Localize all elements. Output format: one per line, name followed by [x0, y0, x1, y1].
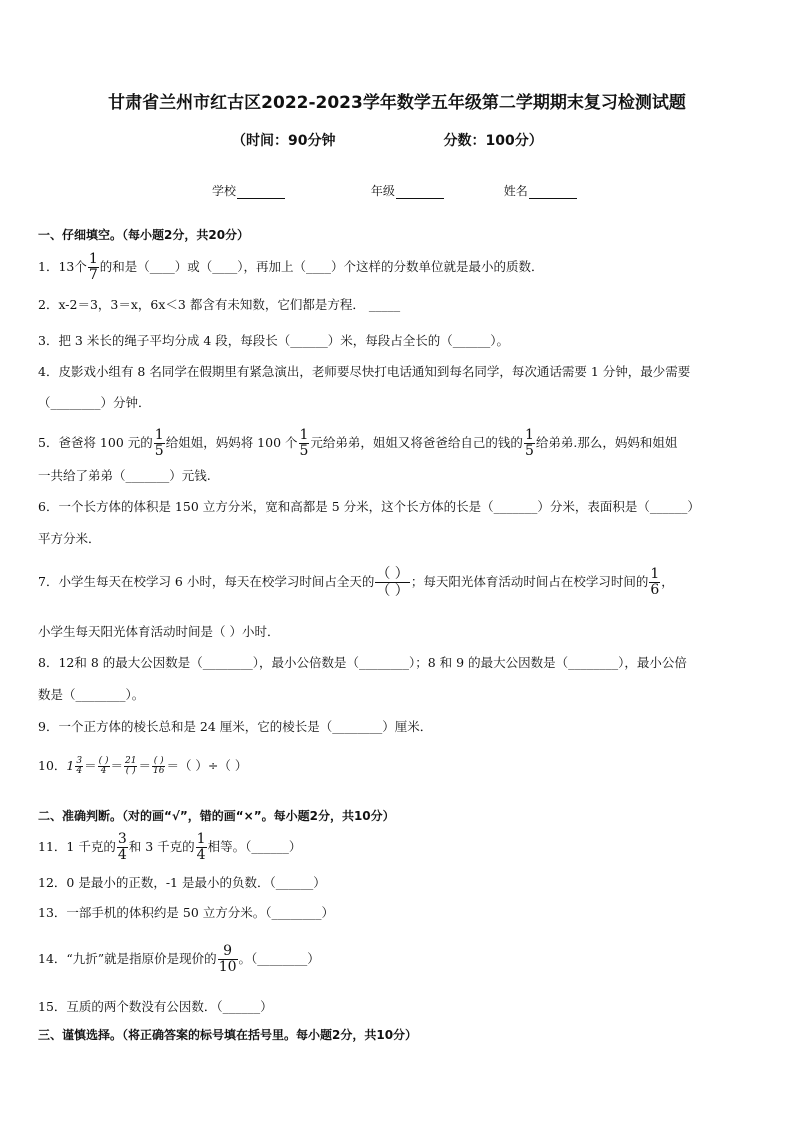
question-11 — [38, 832, 301, 863]
q10-division-tail: ＝（ ）÷（ ） — [166, 758, 248, 773]
q5-text-b: 给姐姐，妈妈将 100 个 — [165, 435, 298, 450]
q2-answer-blank[interactable]: _____ — [368, 297, 401, 312]
q15-text: 15．互质的两个数没有公因数．（______） — [38, 999, 273, 1014]
q11-text-b: 和 3 千克的 — [128, 839, 195, 854]
question-8 — [38, 654, 687, 672]
q5-text-c: 元给弟弟，姐姐又将爸爸给自己的钱的 — [310, 435, 523, 450]
question-4 — [38, 363, 690, 381]
q7-f2-den: 6 — [650, 582, 660, 598]
q12-text: 12．0 是最小的正数，-1 是最小的负数．（______） — [38, 875, 326, 890]
question-15 — [38, 998, 273, 1016]
question-7-line-2 — [38, 623, 279, 641]
q10-fraction-2 — [124, 757, 137, 776]
q7-text-c: ， — [661, 574, 674, 589]
question-8-line-2 — [38, 686, 144, 704]
q1-text-b: 的和是（____）或（____），再加上（____）个这样的分数单位就是最小的质数． — [99, 259, 544, 274]
q8-text-a: 8．12和 8 的最大公因数是（________），最小公倍数是（________）；8 和 9 的最大公因数是（________），最小公倍 — [38, 655, 687, 670]
q10-equals-3: ＝ — [138, 758, 151, 773]
grade-field — [371, 182, 444, 199]
q4-text-a: 4．皮影戏小组有 8 名同学在假期里有紧急演出，老师要尽快打电话通知到每名同学，每次通话需要 1 分钟，最少需要 — [38, 364, 691, 379]
q5-fraction-1 — [154, 428, 165, 459]
question-3 — [38, 332, 509, 350]
q11-text-c: 相等。（______） — [207, 839, 302, 854]
q11-text-a: 11．1 千克的 — [38, 839, 116, 854]
q10-f3-den: 16 — [152, 766, 165, 776]
q1-text-a: 1．13个 — [38, 259, 87, 274]
question-9 — [38, 718, 432, 736]
q6-text-a: 6．一个长方体的体积是 150 立方分米，宽和高都是 5 分米，这个长方体的长是（_______）分米，表面积是（______） — [38, 499, 700, 514]
q5-f3-num: 1 — [524, 427, 534, 443]
q11-fraction-1 — [117, 832, 128, 863]
q5-fraction-3 — [524, 428, 535, 459]
grade-label: 年级 — [370, 184, 395, 198]
q10-equals-2: ＝ — [110, 758, 124, 773]
q5-fraction-2 — [299, 428, 310, 459]
q10-fraction-3 — [152, 757, 165, 776]
exam-info — [232, 130, 543, 150]
q11-f2-num: 1 — [196, 831, 206, 847]
time-info: （时间：90分钟 — [232, 133, 336, 149]
section-heading-3: 三、谨慎选择。（将正确答案的标号填在括号里。每小题2分，共10分） — [38, 1028, 418, 1042]
name-label: 姓名 — [503, 184, 528, 198]
name-blank[interactable] — [529, 186, 577, 199]
q7-text-d: 小学生每天阳光体育活动时间是（ ）小时． — [38, 624, 280, 639]
question-6-line-2 — [38, 530, 101, 548]
q14-frac-den: 10 — [218, 959, 237, 975]
q1-frac-den: 7 — [88, 267, 98, 283]
q10-whole: 1 — [66, 758, 75, 773]
q7-f1-num[interactable]: （ ） — [376, 566, 409, 582]
q1-frac-num: 1 — [88, 251, 98, 267]
question-7 — [38, 566, 674, 599]
q10-equals-1: ＝ — [84, 758, 97, 773]
school-field — [212, 182, 285, 199]
page-title: 甘肃省兰州市红古区2022-2023学年数学五年级第二学期期末复习检测试题 — [108, 93, 686, 113]
question-1 — [38, 252, 544, 283]
q5-f1-num: 1 — [154, 427, 164, 443]
question-5-line-2 — [38, 467, 211, 485]
q10-f1-den: 4 — [100, 766, 107, 776]
q6-text-b: 平方分米． — [38, 531, 101, 546]
q14-text-b: 。（________） — [238, 951, 320, 966]
section-heading-2: 二、准确判断。（对的画“√”，错的画“×”。每小题2分，共10分） — [38, 809, 395, 823]
q13-text: 13．一部手机的体积约是 50 立方分米。（________） — [38, 905, 335, 920]
question-4-line-2 — [38, 394, 151, 412]
q3-text: 3．把 3 米长的绳子平均分成 4 段，每段长（______）米，每段占全长的（______）。 — [38, 333, 510, 348]
q14-text-a: 14．“九折”就是指原价是现价的 — [38, 951, 217, 966]
q5-f2-den: 5 — [299, 443, 309, 459]
q10-mixed-den: 4 — [76, 766, 83, 776]
q10-f2-num: 21 — [125, 756, 137, 766]
q5-f1-den: 5 — [154, 443, 164, 459]
question-5 — [38, 428, 677, 459]
grade-blank[interactable] — [396, 186, 444, 199]
q11-fraction-2 — [196, 832, 207, 863]
score-info: 分数：100分） — [443, 133, 543, 149]
q7-text-b: ；每天阳光体育活动时间占在校学习时间的 — [410, 574, 649, 589]
q8-text-b: 数是（________）。 — [38, 687, 145, 702]
q9-text: 9．一个正方体的棱长总和是 24 厘米，它的棱长是（________）厘米． — [38, 719, 433, 734]
q5-text-e: 一共给了弟弟（_______）元钱. — [38, 468, 211, 483]
q10-f3-num[interactable]: ( ) — [153, 756, 164, 766]
question-13 — [38, 904, 334, 922]
q5-f2-num: 1 — [299, 427, 309, 443]
q10-f2-den[interactable]: ( ) — [125, 766, 136, 776]
section-heading-1: 一、仔细填空。（每小题2分，共20分） — [38, 228, 250, 242]
name-field — [504, 182, 577, 199]
question-12 — [38, 874, 326, 892]
question-14 — [38, 944, 320, 975]
q2-text: 2．x-2＝3，3＝x，6x＜3 都含有未知数，它们都是方程． — [38, 297, 365, 312]
q11-f2-den: 4 — [196, 847, 206, 863]
q1-fraction — [88, 252, 99, 283]
q5-text-a: 5．爸爸将 100 元的 — [38, 435, 153, 450]
school-label: 学校 — [212, 184, 237, 198]
student-info-row — [212, 182, 577, 199]
q7-fraction-1 — [375, 566, 409, 599]
q10-mixed-num: 3 — [76, 756, 83, 766]
school-blank[interactable] — [237, 186, 285, 199]
q10-mixed-fraction — [75, 757, 83, 776]
q7-text-a: 7．小学生每天在校学习 6 小时，每天在校学习时间占全天的 — [38, 574, 375, 589]
q4-text-b: （________）分钟． — [38, 395, 151, 410]
q10-fraction-1 — [98, 757, 110, 776]
q10-f1-num[interactable]: ( ) — [98, 756, 109, 766]
question-2 — [38, 296, 400, 314]
q10-label: 10． — [38, 758, 67, 773]
q14-fraction — [218, 944, 238, 975]
q5-text-d: 给弟弟.那么，妈妈和姐姐 — [535, 435, 678, 450]
q11-f1-den: 4 — [117, 847, 127, 863]
q7-f2-num: 1 — [650, 566, 660, 582]
question-6 — [38, 498, 700, 516]
question-10 — [38, 757, 247, 776]
q14-frac-num: 9 — [218, 944, 238, 960]
q5-f3-den: 5 — [524, 443, 534, 459]
q7-fraction-2 — [649, 567, 660, 598]
q7-f1-den[interactable]: （ ） — [376, 583, 409, 599]
q11-f1-num: 3 — [117, 831, 127, 847]
